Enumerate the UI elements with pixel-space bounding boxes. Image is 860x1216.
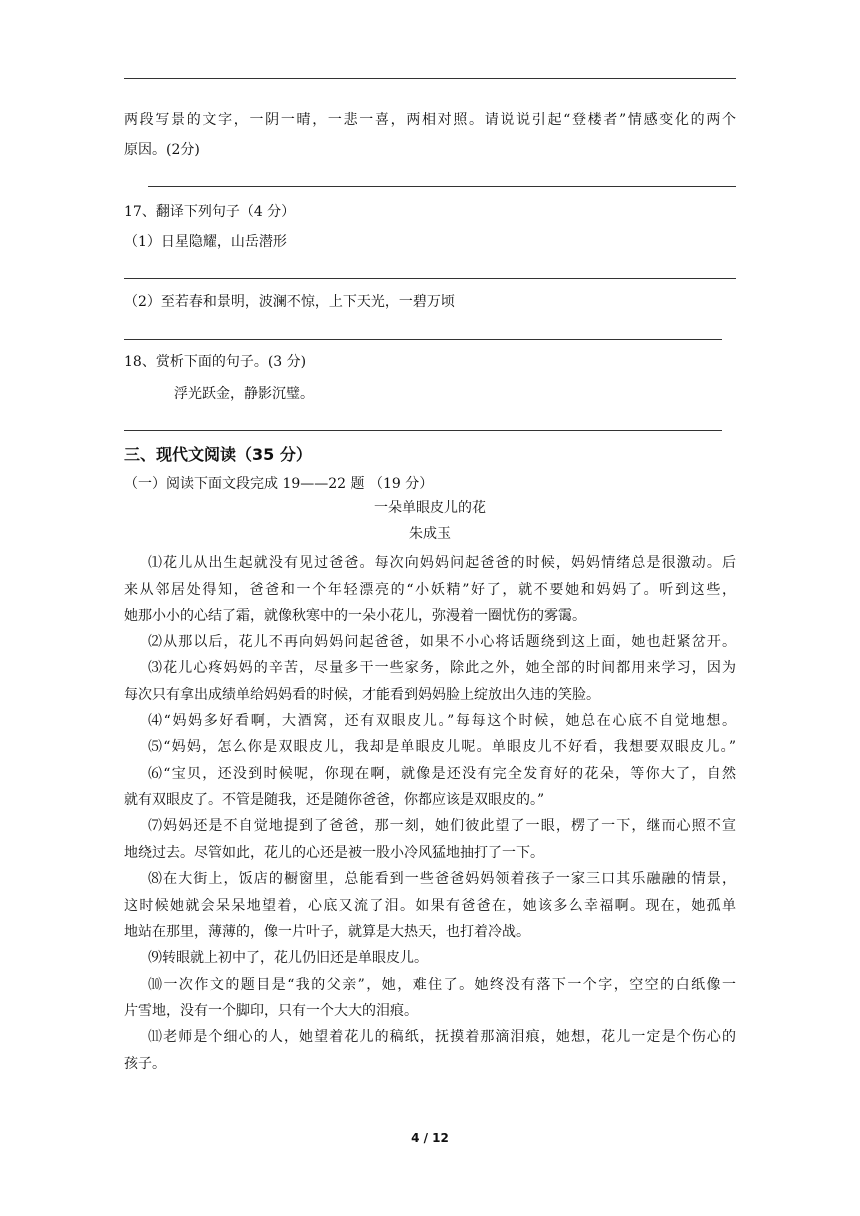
q17-title: 17、翻译下列句子（4 分） bbox=[124, 204, 296, 220]
paragraph-7-line-2: 地绕过去。尽管如此，花儿的心还是被一股小冷风猛地抽打了一下。 bbox=[124, 845, 544, 861]
paragraph-11-line-1: ⑾老师是个细心的人，她望着花儿的稿纸，抚摸着那滴泪痕，她想，花儿一定是个伤心的 bbox=[148, 1029, 736, 1045]
paragraph-1-line-1: ⑴花儿从出生起就没有见过爸爸。每次向妈妈问起爸爸的时候，妈妈情绪总是很激动。后 bbox=[148, 555, 736, 571]
paragraph-4: ⑷“妈妈多好看啊，大酒窝，还有双眼皮儿。”每每这个时候，她总在心底不自觉地想。 bbox=[148, 713, 736, 729]
answer-line-q17-2 bbox=[124, 339, 722, 340]
paragraph-2: ⑵从那以后，花儿不再向妈妈问起爸爸，如果不小心将话题绕到这上面，她也赶紧岔开。 bbox=[148, 634, 736, 650]
paragraph-6-line-2: 就有双眼皮了。不管是随我，还是随你爸爸，你都应该是双眼皮的。” bbox=[124, 792, 545, 808]
reading-instruction: （一）阅读下面文段完成 19——22 题 （19 分） bbox=[124, 476, 434, 492]
paragraph-8-line-3: 地站在那里，薄薄的，像一片叶子，就算是大热天，也打着冷战。 bbox=[124, 924, 530, 940]
paragraph-8-line-2: 这时候她就会呆呆地望着，心底又流了泪。如果有爸爸在，她该多么幸福啊。现在，她孤单 bbox=[124, 898, 736, 914]
page-number: 4 / 12 bbox=[411, 1131, 449, 1145]
q18-title: 18、赏析下面的句子。(3 分) bbox=[124, 354, 307, 370]
article-author: 朱成玉 bbox=[409, 526, 451, 542]
top-rule bbox=[124, 78, 736, 79]
paragraph-10-line-1: ⑽一次作文的题目是“我的父亲”，她，难住了。她终没有落下一个字，空空的白纸像一 bbox=[148, 977, 736, 993]
paragraph-1-line-2: 来从邻居处得知，爸爸和一个年轻漂亮的“小妖精”好了，就不要她和妈妈了。听到这些， bbox=[124, 582, 736, 598]
answer-line-q16 bbox=[148, 186, 736, 187]
answer-line-q18 bbox=[124, 430, 722, 431]
paragraph-7-line-1: ⑺妈妈还是不自觉地提到了爸爸，那一刻，她们彼此望了一眼，楞了一下，继而心照不宣 bbox=[148, 818, 736, 834]
q17-sentence-1: （1）日星隐耀，山岳潜形 bbox=[124, 234, 287, 250]
article-title: 一朵单眼皮儿的花 bbox=[374, 500, 486, 516]
paragraph-6-line-1: ⑹“宝贝，还没到时候呢，你现在啊，就像是还没有完全发育好的花朵，等你大了，自然 bbox=[148, 766, 736, 782]
q18-sentence: 浮光跃金，静影沉璧。 bbox=[174, 386, 314, 402]
answer-line-q17-1 bbox=[124, 278, 736, 279]
paragraph-3-line-2: 每次只有拿出成绩单给妈妈看的时候，才能看到妈妈脸上绽放出久违的笑脸。 bbox=[124, 687, 600, 703]
q16-line-1: 两段写景的文字，一阴一晴，一悲一喜，两相对照。请说说引起“登楼者”情感变化的两个 bbox=[124, 112, 736, 128]
paragraph-8-line-1: ⑻在大街上，饭店的橱窗里，总能看到一些爸爸妈妈领着孩子一家三口其乐融融的情景， bbox=[148, 871, 736, 887]
paragraph-5: ⑸“妈妈，怎么你是双眼皮儿，我却是单眼皮儿呢。单眼皮儿不好看，我想要双眼皮儿。” bbox=[148, 739, 736, 755]
q16-line-2: 原因。(2分) bbox=[124, 142, 200, 158]
q17-sentence-2: （2）至若春和景明，波澜不惊，上下天光，一碧万顷 bbox=[124, 294, 455, 310]
paragraph-11-line-2: 孩子。 bbox=[124, 1056, 166, 1072]
section-heading: 三、现代文阅读（35 分） bbox=[124, 445, 312, 464]
paragraph-10-line-2: 片雪地，没有一个脚印，只有一个大大的泪痕。 bbox=[124, 1003, 418, 1019]
paragraph-9: ⑼转眼就上初中了，花儿仍旧还是单眼皮儿。 bbox=[148, 950, 428, 966]
paragraph-1-line-3: 她那小小的心结了霜，就像秋寒中的一朵小花儿，弥漫着一圈忧伤的雾霭。 bbox=[124, 608, 586, 624]
paragraph-3-line-1: ⑶花儿心疼妈妈的辛苦，尽量多干一些家务，除此之外，她全部的时间都用来学习，因为 bbox=[148, 660, 736, 676]
